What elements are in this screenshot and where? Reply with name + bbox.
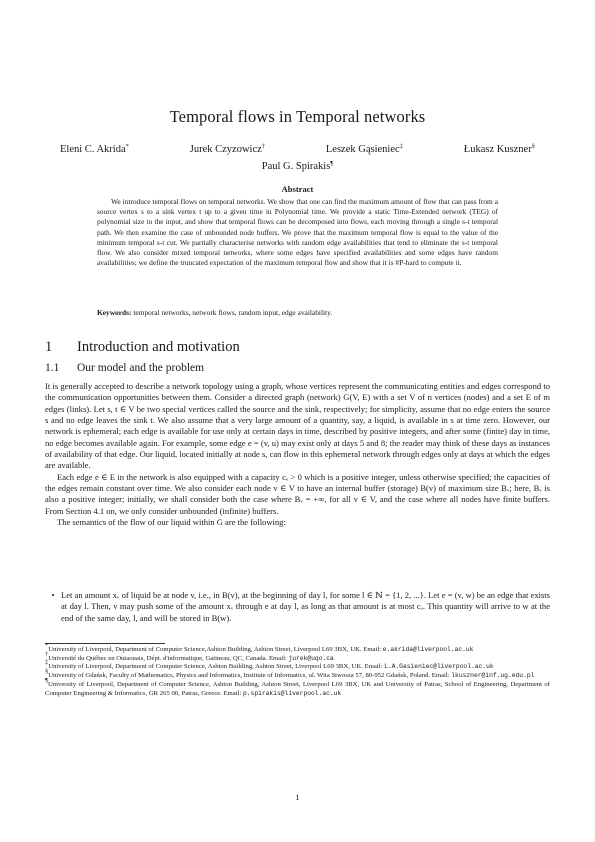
author: Leszek Gąsieniec‡	[325, 143, 403, 155]
page-number: 1	[295, 792, 300, 802]
email-link[interactable]: lkuszner@inf.ug.edu.pl	[451, 672, 535, 680]
abstract-heading: Abstract	[281, 184, 314, 194]
list-item: • Let an amount xᵥ of liquid be at node v, i.e., in B(v), at the beginning of day l, for some l ∈ ℕ = {1, 2, ...}. Let e = (v, w) be an edge that exists at day l. Then, v may push some of the amount xᵥ through e at day l, as long as that amount is at most cₑ. This quantity will arrive to w at the end of the same day, l, and will be stored in B(w).	[45, 590, 550, 624]
footnote: ¶University of Liverpool, Department of Computer Science, Ashton Building, Ashton Street, Liverpool L69 3BX, UK and University of Patras, School of Engineering, Department of Computer Engineering & Informatics, GR 265 00, Patras, Greece. Email: p.spirakis@liverpool.ac.uk	[45, 676, 550, 697]
paragraph: The semantics of the flow of our liquid within G are the following:	[57, 517, 286, 528]
paragraph: Each edge e ∈ E in the network is also equipped with a capacity cₑ > 0 which is a positive integer, unless otherwise specified; the capacities of the edges remain constant over time. We also consider each node v ∈ V to have an internal buffer (storage) B(v) of maximum size Bᵥ; here, Bᵥ is also a positive integer; initially, we shall consider both the case where Bᵥ = +∞, for all v ∈ V, and the case where all nodes have finite buffers. From Section 4.1 on, we only consider unbounded (infinite) buffers.	[45, 471, 550, 516]
email-link[interactable]: jurek@uqo.ca	[288, 654, 334, 662]
author: Jurek Czyzowicz†	[189, 143, 266, 155]
footnote: *University of Liverpool, Department of Computer Science,Ashton Building, Ashton Street, Liverpool L69 3BX, UK. Email: e.akrida@liverpool.ac.uk	[45, 642, 474, 653]
author: Eleni C. Akrida*	[60, 143, 129, 155]
footnote: †Université du Québec en Outaouais, Dépt. d'informatique, Gatineau, QC, Canada. Email: jurek@uqo.ca	[45, 650, 334, 662]
section-heading: 1 Introduction and motivation	[45, 339, 240, 355]
author: Paul G. Spirakis¶	[261, 160, 334, 172]
subsection-heading: 1.1 Our model and the problem	[45, 362, 205, 374]
paper-title: Temporal flows in Temporal networks	[169, 107, 426, 126]
footnote-rule	[45, 643, 165, 644]
footnote: §University of Gdańsk, Faculty of Mathematics, Physics and Informatics, Institute of Informatics, ul. Wita Stwosza 57, 80-952 Gdańsk, Poland. Email: lkuszner@inf.ug.edu.pl	[45, 668, 535, 680]
body-text	[45, 381, 550, 528]
paragraph: It is generally accepted to describe a network topology using a graph, whose vertices represent the communicating entities and edges correspond to the communication opportunities between them. Consider a directed graph (network) G(V, E) with a set V of n vertices (nodes) and a set E of m edges (links). Let s, t ∈ V be two special vertices called the source and the sink, respectively; for simplicity, assume that no edge enters the source s and no edge leaves the sink t. We also assume that a very large amount of a quantity, say, a liquid, is available in s at time zero. However, our network is ephemeral; each edge is available for use only at certain days in time, described by positive integers, and after some (finite) day in time, no edge becomes available again. For example, some edge e = (v, u) may exist only at days 5 and 8; the reader may think of these days as instances of availability of that edge. Our liquid, located initially at node s, can flow in this ephemeral network through edges only at days at which the edges are available.	[45, 381, 550, 471]
email-link[interactable]: p.spirakis@liverpool.ac.uk	[242, 689, 342, 697]
author: Łukasz Kuszner§	[463, 143, 535, 155]
author-list	[60, 144, 535, 172]
footnotes	[45, 642, 550, 698]
email-link[interactable]: L.A.Gasieniec@liverpool.ac.uk	[384, 663, 494, 671]
footnote: ‡University of Liverpool, Department of Computer Science, Ashton Building, Ashton Street, Liverpool L69 3BX, UK. Email: L.A.Gasieniec@liverpool.ac.uk	[45, 659, 494, 671]
abstract-text: We introduce temporal flows on temporal networks. We show that one can find the maximum amount of flow that can pass from a source vertex s to a sink vertex t up to a given time in Polynomial time. We provide a static Time-Extended network (TEG) of polynomial size to the input, and show that temporal flows can be decomposed into flows, each moving through a single s-t temporal path. We then examine the case of unbounded node buffers. We prove that the maximum temporal flow is equal to the value of the minimum temporal s-t cut. We partially characterise networks with random edge availabilities that tend to eliminate the s-t temporal flow. We also consider mixed temporal networks, where some edges have specified availabilities and some edges have random availabilities; we define the truncated expectation of the maximum temporal flow and show that it is #P-hard to compute it.	[97, 197, 498, 268]
bullet-icon: •	[51, 590, 55, 600]
keywords: Keywords: temporal networks, network flows, random input, edge availability.	[97, 308, 333, 317]
email-link[interactable]: e.akrida@liverpool.ac.uk	[382, 646, 474, 653]
